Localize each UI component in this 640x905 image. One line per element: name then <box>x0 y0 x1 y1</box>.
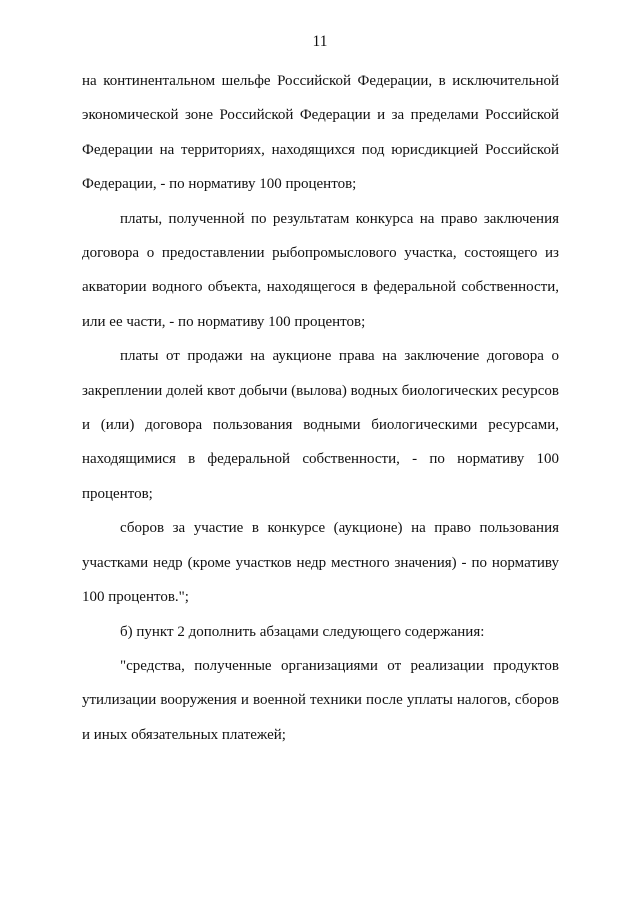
paragraph-subsoil-fees: сборов за участие в конкурсе (аукционе) на право пользования участками недр (кроме участков недр местного значения) - по нормативу 100 процентов."; <box>82 520 559 606</box>
paragraph-weapons-disposal-funds: "средства, полученные организациями от реализации продуктов утилизации вооружения и военной техники после уплаты налогов, сборов и иных обязательных платежей; <box>82 657 559 743</box>
paragraph-fishing-plot-fee: платы, полученной по результатам конкурса на право заключения договора о предоставлении рыбопромыслового участка, состоящего из акватории водного объекта, находящегося в федеральной собственности, или ее части, - по нормативу 100 процентов; <box>82 210 559 330</box>
paragraph-point-2-amendment: б) пункт 2 дополнить абзацами следующего содержания: <box>120 623 485 640</box>
paragraph-quota-auction-fee: платы от продажи на аукционе права на заключение договора о закреплении долей квот добычи (вылова) водных биологических ресурсов и (или) договора пользования водными биологическими ресурсами, находящимися в федеральной собственности, - по нормативу 100 процентов; <box>82 348 559 502</box>
paragraph-continental-shelf: на континентальном шельфе Российской Федерации, в исключительной экономической зоне Российской Федерации и за пределами Российской Федерации на территориях, находящихся под юрисдикцией Российской Федерации, - по нормативу 100 процентов; <box>82 73 559 193</box>
page-number: 11 <box>312 33 328 50</box>
document-body <box>82 64 559 752</box>
